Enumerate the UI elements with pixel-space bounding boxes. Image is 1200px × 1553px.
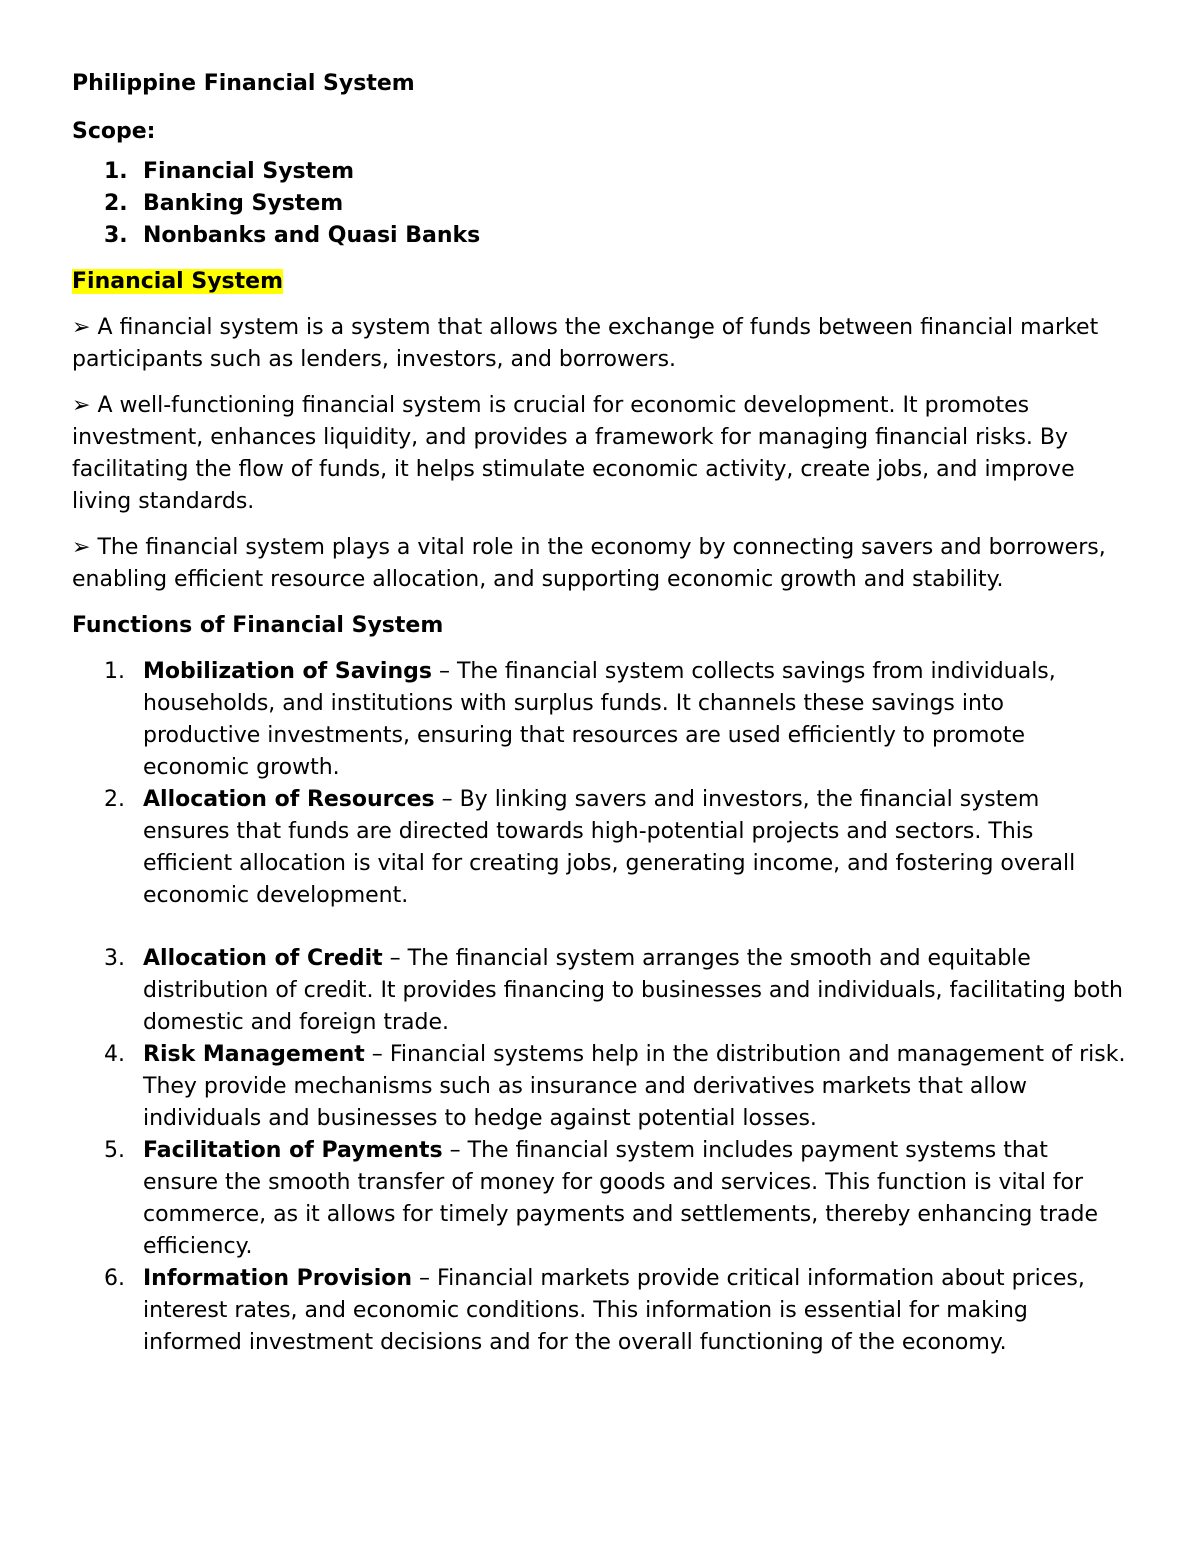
scope-item-number: 1. xyxy=(104,159,128,184)
function-separator: – xyxy=(412,1266,438,1291)
function-separator: – xyxy=(431,659,457,684)
bullet-paragraph xyxy=(72,312,1128,376)
scope-item-number: 3. xyxy=(104,223,128,248)
section-heading xyxy=(72,266,1128,298)
arrow-bullet-icon: ➢ xyxy=(72,393,91,418)
function-description: Financial systems help in the distribution and management of risk. They provide mechanisms such as insurance and derivatives markets that allow individuals and businesses to hedge against potential losses. xyxy=(143,1042,1126,1131)
function-description: The financial system includes payment systems that ensure the smooth transfer of money for goods and services. This function is vital for commerce, as it allows for timely payments and settlements, thereby enhancing trade efficiency. xyxy=(143,1138,1098,1259)
bullet-text: A financial system is a system that allows the exchange of funds between financial market participants such as lenders, investors, and borrowers. xyxy=(72,315,1099,372)
function-separator: – xyxy=(434,787,460,812)
function-term: Allocation of Credit xyxy=(143,946,383,971)
function-number: 4. xyxy=(104,1042,125,1067)
function-separator: – xyxy=(382,946,408,971)
function-item xyxy=(72,1263,1128,1359)
function-separator: – xyxy=(442,1138,468,1163)
highlighted-section-title: Financial System xyxy=(72,269,284,294)
function-term: Allocation of Resources xyxy=(143,787,435,812)
function-item xyxy=(72,1039,1128,1135)
scope-item xyxy=(72,188,1128,220)
bullet-paragraph xyxy=(72,390,1128,518)
function-item xyxy=(72,943,1128,1039)
arrow-bullet-icon: ➢ xyxy=(72,535,91,560)
function-item xyxy=(72,1135,1128,1263)
function-number: 6. xyxy=(104,1266,125,1291)
function-term: Information Provision xyxy=(143,1266,413,1291)
list-spacer xyxy=(72,912,1128,943)
function-term: Mobilization of Savings xyxy=(143,659,432,684)
function-description: By linking savers and investors, the financial system ensures that funds are directed towards high-potential projects and sectors. This efficient allocation is vital for creating jobs, generating income, and fostering overall economic development. xyxy=(143,787,1076,908)
function-number: 2. xyxy=(104,787,125,812)
scope-item-label: Nonbanks and Quasi Banks xyxy=(143,223,481,248)
function-number: 3. xyxy=(104,946,125,971)
function-number: 5. xyxy=(104,1138,125,1163)
functions-heading: Functions of Financial System xyxy=(72,613,444,638)
scope-heading: Scope: xyxy=(72,119,156,144)
function-separator: – xyxy=(364,1042,390,1067)
function-number: 1. xyxy=(104,659,125,684)
function-item xyxy=(72,784,1128,912)
function-description: Financial markets provide critical information about prices, interest rates, and economic conditions. This information is essential for making informed investment decisions and for the overall functioning of the economy. xyxy=(143,1266,1085,1355)
arrow-bullet-icon: ➢ xyxy=(72,315,91,340)
bullet-paragraph xyxy=(72,532,1128,596)
function-term: Facilitation of Payments xyxy=(143,1138,443,1163)
scope-item xyxy=(72,220,1128,252)
function-term: Risk Management xyxy=(143,1042,365,1067)
bullet-text: The financial system plays a vital role in the economy by connecting savers and borrowers, enabling efficient resource allocation, and supporting economic growth and stability. xyxy=(72,535,1106,592)
scope-item xyxy=(72,156,1128,188)
function-item xyxy=(72,656,1128,784)
scope-item-label: Banking System xyxy=(143,191,344,216)
scope-item-number: 2. xyxy=(104,191,128,216)
scope-item-label: Financial System xyxy=(143,159,355,184)
function-description: The financial system collects savings from individuals, households, and institutions with surplus funds. It channels these savings into productive investments, ensuring that resources are used efficiently to promote economic growth. xyxy=(143,659,1056,780)
bullet-text: A well-functioning financial system is crucial for economic development. It promotes investment, enhances liquidity, and provides a framework for managing financial risks. By facilitating the flow of funds, it helps stimulate economic activity, create jobs, and improve living standards. xyxy=(72,393,1075,514)
function-description: The financial system arranges the smooth and equitable distribution of credit. It provides financing to businesses and individuals, facilitating both domestic and foreign trade. xyxy=(143,946,1123,1035)
document-title: Philippine Financial System xyxy=(72,71,415,96)
functions-list xyxy=(72,656,1128,1359)
scope-list xyxy=(72,156,1128,252)
